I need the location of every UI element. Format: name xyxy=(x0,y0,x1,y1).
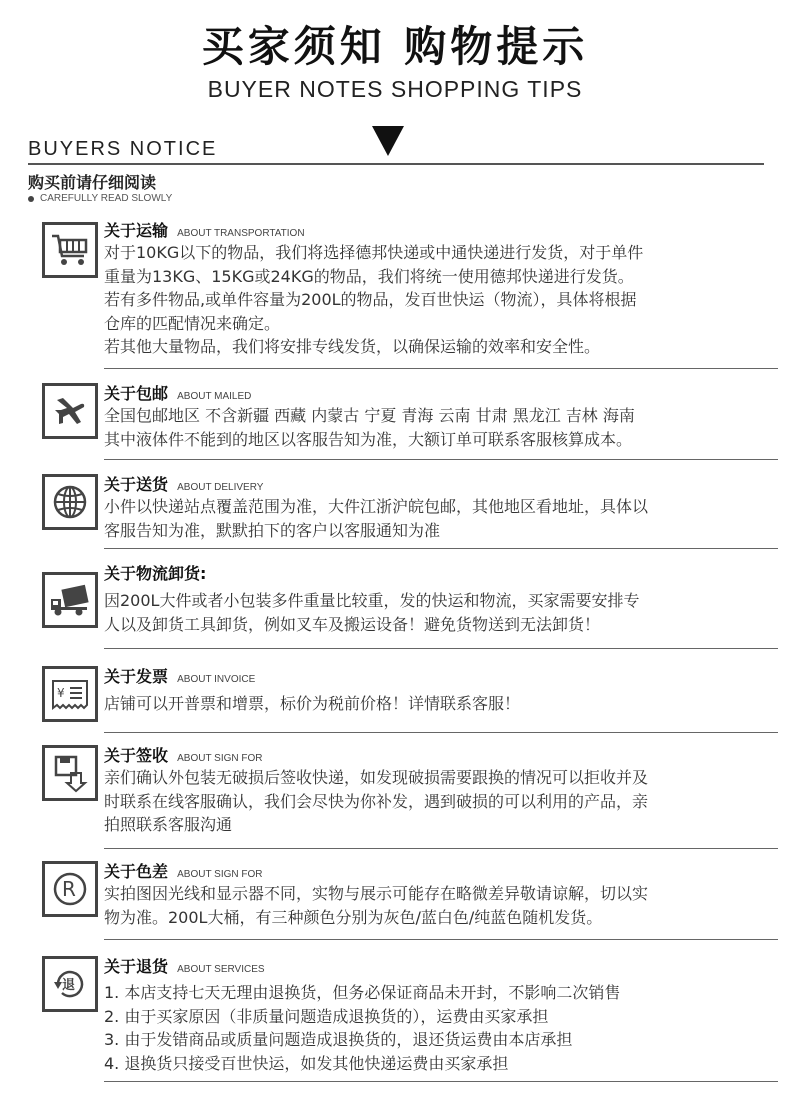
section-divider xyxy=(104,732,778,733)
section-divider xyxy=(104,548,778,549)
section-color-difference xyxy=(38,859,738,943)
section-invoice xyxy=(38,664,738,736)
section-line: 实拍图因光线和显示器不同，实物与展示可能存在略微差异敬请谅解，切以实 xyxy=(104,884,649,903)
truck-icon xyxy=(42,572,98,628)
section-title: 关于包邮 xyxy=(104,384,169,403)
svg-text:R: R xyxy=(62,877,76,901)
section-line: 拍照联系客服沟通 xyxy=(104,815,233,834)
section-unloading xyxy=(38,561,738,651)
read-carefully-note xyxy=(28,193,172,204)
section-title: 关于色差 xyxy=(104,862,169,881)
section-line: 若有多件物品,或单件容量为200L的物品，发百世快运（物流），具体将根据 xyxy=(104,290,637,309)
svg-text:¥: ¥ xyxy=(57,686,65,700)
shopping-cart-icon xyxy=(42,222,98,278)
section-title: 关于物流卸货: xyxy=(104,564,207,583)
notice-label: BUYERS NOTICE xyxy=(28,138,218,160)
section-subtitle: ABOUT DELIVERY xyxy=(177,482,264,493)
section-divider xyxy=(104,368,778,369)
section-subtitle: ABOUT INVOICE xyxy=(177,674,256,685)
section-line: 因200L大件或者小包装多件重量比较重，发的快运和物流，买家需要安排专 xyxy=(104,591,640,610)
section-line: 亲们确认外包装无破损后签收快递，如发现破损需要跟换的情况可以拒收并及 xyxy=(104,768,649,787)
section-subtitle: ABOUT TRANSPORTATION xyxy=(177,228,305,239)
section-line: 时联系在线客服确认，我们会尽快为你补发，遇到破损的可以利用的产品，亲 xyxy=(104,791,649,811)
section-title: 关于签收 xyxy=(104,746,169,765)
list-item: 2. 由于买家原因（非质量问题造成退换货的），运费由买家承担 xyxy=(104,1006,549,1026)
section-title: 关于运输 xyxy=(104,221,169,240)
section-divider xyxy=(104,939,778,940)
sign-for-icon xyxy=(42,745,98,801)
section-title: 关于发票 xyxy=(104,667,169,686)
section-divider xyxy=(104,648,778,649)
section-divider xyxy=(104,1081,778,1082)
page-title: 买家须知 购物提示 xyxy=(201,22,589,71)
globe-icon xyxy=(42,474,98,530)
section-line: 若其他大量物品，我们将安排专线发货，以确保运输的效率和安全性。 xyxy=(104,337,601,356)
section-transportation xyxy=(38,218,738,370)
section-subtitle: ABOUT SIGN FOR xyxy=(177,753,263,764)
section-line: 物为准。200L大桶，有三种颜色分别为灰色/蓝白色/纯蓝色随机发货。 xyxy=(104,907,603,927)
section-line: 重量为13KG、15KG或24KG的物品，我们将统一使用德邦快递进行发货。 xyxy=(104,266,634,286)
registered-icon xyxy=(42,861,98,917)
list-item: 1. 本店支持七天无理由退换货，但务必保证商品未开封，不影响二次销售 xyxy=(104,983,621,1002)
list-item: 3. 由于发错商品或质量问题造成退换货的，退还货运费由本店承担 xyxy=(104,1030,573,1049)
section-title: 关于退货 xyxy=(104,957,169,976)
bullet-dot-icon xyxy=(28,196,34,202)
section-divider xyxy=(104,848,778,849)
down-arrow-icon xyxy=(372,126,404,156)
section-mailed xyxy=(38,381,738,461)
section-divider xyxy=(104,459,778,460)
section-title: 关于送货 xyxy=(104,475,169,494)
section-delivery xyxy=(38,472,738,552)
return-icon xyxy=(42,956,98,1012)
read-carefully-label: CAREFULLY READ SLOWLY xyxy=(40,193,173,204)
section-line: 对于10KG以下的物品，我们将选择德邦快递或中通快递进行发货，对于单件 xyxy=(104,243,644,262)
section-line: 其中液体件不能到的地区以客服告知为准，大额订单可联系客服核算成本。 xyxy=(104,429,633,449)
page-subtitle: BUYER NOTES SHOPPING TIPS xyxy=(207,76,583,102)
section-line: 客服告知为准，默默拍下的客户以客服通知为准 xyxy=(104,520,441,540)
top-divider xyxy=(28,163,764,165)
svg-text:退: 退 xyxy=(62,978,76,993)
airplane-icon xyxy=(42,383,98,439)
invoice-icon xyxy=(42,666,98,722)
section-line: 小件以快递站点覆盖范围为准，大件江浙沪皖包邮，其他地区看地址，具体以 xyxy=(104,497,649,516)
section-subtitle: ABOUT SERVICES xyxy=(177,964,265,975)
list-item: 4. 退换货只接受百世快运，如发其他快递运费由买家承担 xyxy=(104,1053,509,1073)
section-subtitle: ABOUT MAILED xyxy=(177,391,252,402)
section-line: 全国包邮地区 不含新疆 西藏 内蒙古 宁夏 青海 云南 甘肃 黑龙江 吉林 海南 xyxy=(104,406,635,425)
section-subtitle: ABOUT SIGN FOR xyxy=(177,869,263,880)
section-line: 仓库的匹配情况来确定。 xyxy=(104,313,281,333)
section-line: 人以及卸货工具卸货，例如叉车及搬运设备！避免货物送到无法卸货！ xyxy=(104,614,601,634)
read-carefully-heading: 购买前请仔细阅读 xyxy=(28,173,157,192)
section-returns xyxy=(38,954,738,1084)
section-line: 店铺可以开普票和增票，标价为税前价格！详情联系客服！ xyxy=(104,694,521,713)
section-sign-for xyxy=(38,743,738,851)
